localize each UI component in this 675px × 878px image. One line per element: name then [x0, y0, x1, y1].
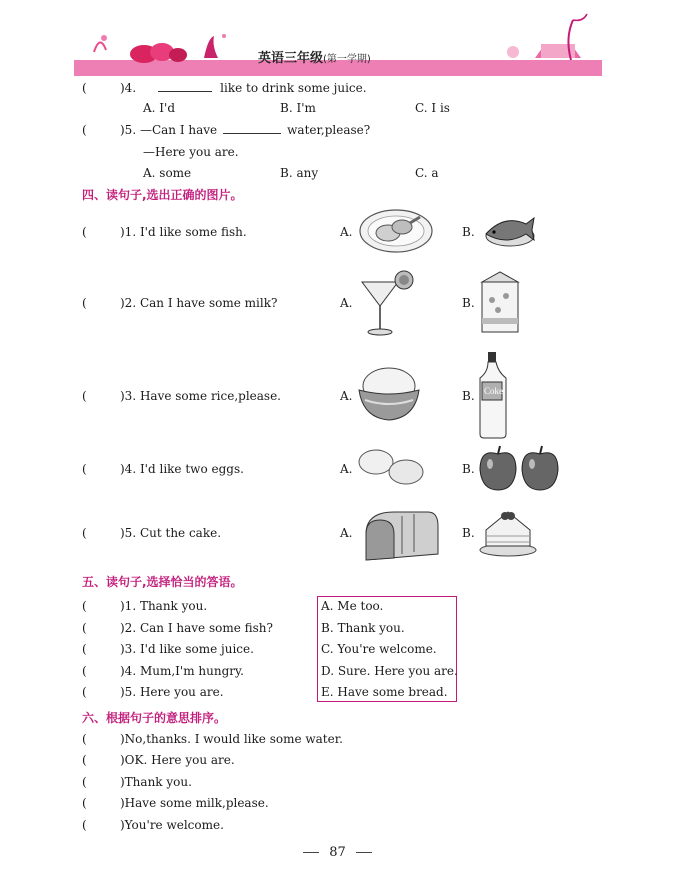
section-title: 五、读句子,选择恰当的答语。 [82, 575, 243, 589]
question-text: )3. Have some rice,please. [120, 389, 281, 403]
header-subtitle: (第一学期) [323, 54, 371, 65]
dash [303, 852, 319, 853]
paren-open: ( [82, 599, 87, 613]
apples-picture[interactable] [478, 444, 562, 492]
paren-open: ( [82, 389, 87, 403]
header-title [258, 47, 371, 66]
option-a-label: A. [340, 526, 353, 540]
milk-carton-picture[interactable] [478, 270, 522, 336]
answer-option: D. Sure. Here you are. [321, 664, 458, 678]
question-text: )5. Cut the cake. [120, 526, 222, 540]
option-b-label: B. [462, 462, 475, 476]
option-a: A. I'd [143, 101, 176, 115]
question-number: )4. [120, 81, 137, 95]
ordering-sentence: )Have some milk,please. [120, 796, 269, 810]
answer-option: B. Thank you. [321, 621, 405, 635]
ordering-sentence: )No,thanks. I would like some water. [120, 732, 343, 746]
question-text: )2. Can I have some milk? [120, 296, 278, 310]
paren-open: ( [82, 123, 87, 137]
answer-blank[interactable] [223, 123, 281, 134]
eggs-picture[interactable] [356, 448, 428, 488]
juice-glass-picture[interactable] [360, 268, 418, 338]
option-a-label: A. [340, 296, 353, 310]
header-decoration-right [505, 12, 602, 62]
reply-text: —Here you are. [143, 145, 239, 159]
question-body: water,please? [287, 123, 371, 137]
paren-open: ( [82, 818, 87, 832]
paren-open: ( [82, 796, 87, 810]
option-b-label: B. [462, 526, 475, 540]
option-b: B. I'm [280, 101, 316, 115]
option-a-label: A. [340, 225, 353, 239]
coke-label: Coke [484, 386, 503, 396]
question-text: )1. Thank you. [120, 599, 208, 613]
option-b-label: B. [462, 225, 475, 239]
answer-option: A. Me too. [321, 599, 384, 613]
ordering-sentence: )You're welcome. [120, 818, 224, 832]
paren-open: ( [82, 732, 87, 746]
dash [356, 852, 372, 853]
paren-open: ( [82, 753, 87, 767]
question-text: )3. I'd like some juice. [120, 642, 254, 656]
section-title: 六、根据句子的意思排序。 [82, 711, 227, 725]
rice-bowl-picture[interactable] [357, 364, 421, 422]
option-c: C. I is [415, 101, 450, 115]
paren-open: ( [82, 775, 87, 789]
question-text: )2. Can I have some fish? [120, 621, 273, 635]
question-text [120, 81, 367, 95]
paren-open: ( [82, 621, 87, 635]
option-b-label: B. [462, 296, 475, 310]
paren-open: ( [82, 225, 87, 239]
question-number: )5. —Can I have [120, 123, 218, 137]
option-b: B. any [280, 166, 319, 180]
fish-picture[interactable] [480, 208, 536, 250]
bread-picture[interactable] [362, 504, 440, 560]
ordering-sentence: )Thank you. [120, 775, 192, 789]
option-a-label: A. [340, 389, 353, 403]
section-title: 四、读句子,选出正确的图片。 [82, 188, 243, 202]
option-b-label: B. [462, 389, 475, 403]
answer-blank[interactable] [158, 81, 212, 92]
answer-option: C. You're welcome. [321, 642, 437, 656]
answer-option: E. Have some bread. [321, 685, 448, 699]
paren-open: ( [82, 526, 87, 540]
page-footer [0, 845, 675, 860]
cake-picture[interactable] [478, 502, 540, 558]
header-decoration-left [74, 22, 254, 62]
paren-open: ( [82, 642, 87, 656]
paren-open: ( [82, 81, 87, 95]
paren-open: ( [82, 664, 87, 678]
page-number: 87 [329, 845, 346, 860]
option-a: A. some [143, 166, 192, 180]
paren-open: ( [82, 462, 87, 476]
coke-bottle-picture[interactable] [478, 350, 508, 440]
header-title-text: 英语三年级 [258, 51, 324, 66]
question-text: )1. I'd like some fish. [120, 225, 247, 239]
question-text: )5. Here you are. [120, 685, 224, 699]
question-text: )4. I'd like two eggs. [120, 462, 244, 476]
option-a-label: A. [340, 462, 353, 476]
question-body: like to drink some juice. [220, 81, 367, 95]
question-text: )4. Mum,I'm hungry. [120, 664, 244, 678]
option-c: C. a [415, 166, 439, 180]
paren-open: ( [82, 685, 87, 699]
question-text [120, 123, 370, 137]
paren-open: ( [82, 296, 87, 310]
ordering-sentence: )OK. Here you are. [120, 753, 235, 767]
chicken-leg-picture[interactable] [358, 207, 434, 253]
